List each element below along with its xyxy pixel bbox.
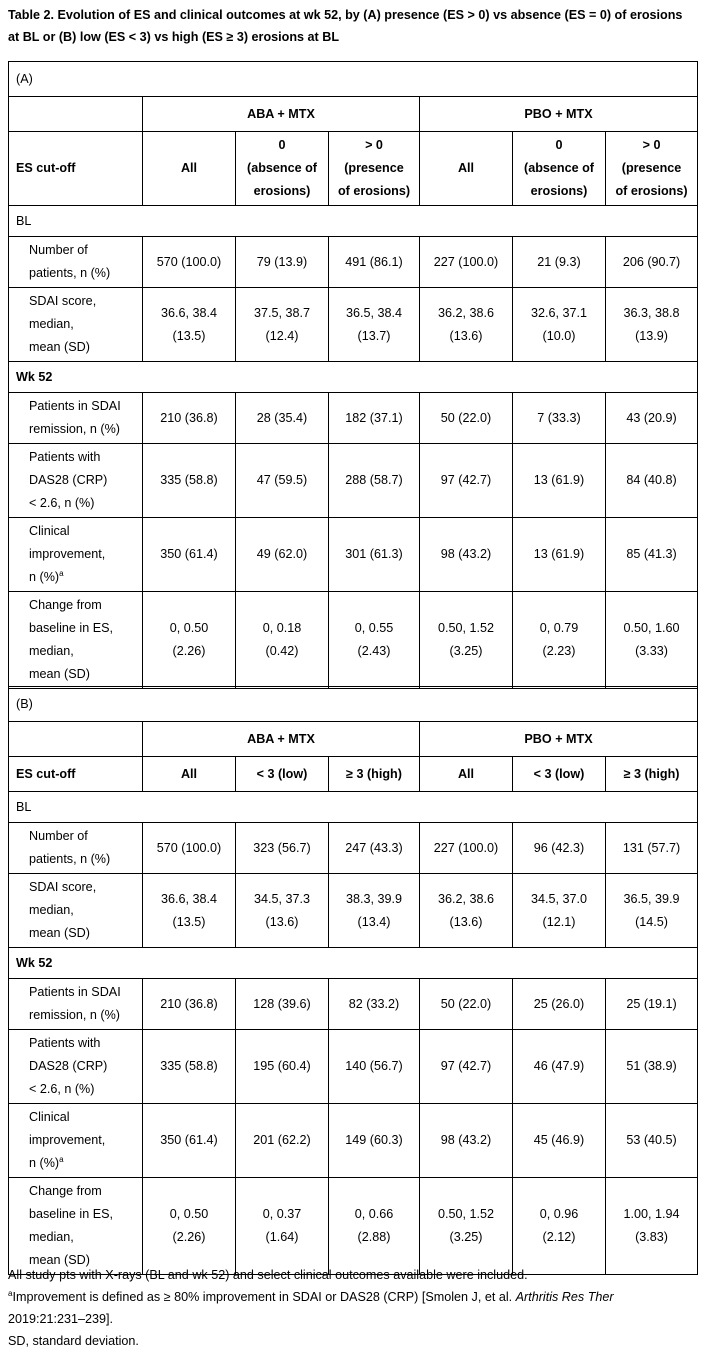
row-label: Change from baseline in ES, median, mean (SD) — [9, 592, 143, 689]
group-header: ABA + MTX — [143, 97, 420, 132]
section-label-bl: BL — [9, 792, 698, 823]
data-cell: 36.3, 38.8 (13.9) — [606, 288, 698, 362]
data-cell: 140 (56.7) — [329, 1030, 420, 1104]
data-cell: 323 (56.7) — [236, 823, 329, 874]
data-cell: 149 (60.3) — [329, 1104, 420, 1178]
data-cell: 49 (62.0) — [236, 518, 329, 592]
data-cell: 98 (43.2) — [420, 518, 513, 592]
data-cell: 84 (40.8) — [606, 444, 698, 518]
footnote-inclusion: All study pts with X-rays (BL and wk 52) and select clinical outcomes available were included. — [8, 1268, 528, 1282]
table-row — [9, 288, 698, 362]
data-cell: 37.5, 38.7 (12.4) — [236, 288, 329, 362]
empty-cell — [9, 97, 143, 132]
data-cell: 128 (39.6) — [236, 979, 329, 1030]
data-cell: 45 (46.9) — [513, 1104, 606, 1178]
row-label: SDAI score, median, mean (SD) — [9, 288, 143, 362]
table-row — [9, 1030, 698, 1104]
footnote-marker: a — [59, 568, 64, 578]
data-cell: 1.00, 1.94 (3.83) — [606, 1178, 698, 1275]
data-cell: 491 (86.1) — [329, 237, 420, 288]
group-header: PBO + MTX — [420, 97, 698, 132]
data-cell: 36.5, 39.9 (14.5) — [606, 874, 698, 948]
data-cell: 85 (41.3) — [606, 518, 698, 592]
table-row — [9, 874, 698, 948]
data-cell: 301 (61.3) — [329, 518, 420, 592]
data-cell: 13 (61.9) — [513, 518, 606, 592]
row-label: Change from baseline in ES, median, mean (SD) — [9, 1178, 143, 1275]
table-row — [9, 444, 698, 518]
data-cell: 195 (60.4) — [236, 1030, 329, 1104]
data-cell: 7 (33.3) — [513, 393, 606, 444]
data-cell: 570 (100.0) — [143, 237, 236, 288]
data-cell: 97 (42.7) — [420, 1030, 513, 1104]
table-row — [9, 237, 698, 288]
data-cell: 227 (100.0) — [420, 237, 513, 288]
table-label-row — [9, 62, 698, 97]
column-header: 0 (absence of erosions) — [236, 132, 329, 206]
table-row — [9, 592, 698, 689]
column-header: All — [143, 132, 236, 206]
row-label: Clinical improvement, n (%)$^a$ — [9, 518, 143, 592]
table-row — [9, 393, 698, 444]
group-header-row — [9, 722, 698, 757]
data-cell: 0, 0.37 (1.64) — [236, 1178, 329, 1275]
data-cell: 0, 0.18 (0.42) — [236, 592, 329, 689]
data-cell: 210 (36.8) — [143, 393, 236, 444]
data-cell: 182 (37.1) — [329, 393, 420, 444]
data-cell: 206 (90.7) — [606, 237, 698, 288]
data-cell: 0, 0.50 (2.26) — [143, 592, 236, 689]
es-cutoff-header: ES cut-off — [9, 757, 143, 792]
data-cell: 335 (58.8) — [143, 1030, 236, 1104]
footnote-abbreviation: SD, standard deviation. — [8, 1334, 139, 1348]
table-title: Table 2. Evolution of ES and clinical outcomes at wk 52, by (A) presence (ES > 0) vs absence (ES = 0) of erosions at BL or (B) low (ES < 3) vs high (ES ≥ 3) erosions at BL — [8, 8, 683, 44]
table-row — [9, 518, 698, 592]
data-cell: 98 (43.2) — [420, 1104, 513, 1178]
data-cell: 0.50, 1.52 (3.25) — [420, 1178, 513, 1275]
column-header: ≥ 3 (high) — [606, 757, 698, 792]
table-b — [8, 686, 698, 1275]
row-label: SDAI score, median, mean (SD) — [9, 874, 143, 948]
data-cell: 0, 0.55 (2.43) — [329, 592, 420, 689]
group-header: ABA + MTX — [143, 722, 420, 757]
data-cell: 96 (42.3) — [513, 823, 606, 874]
table-label-row — [9, 687, 698, 722]
row-label: Patients with DAS28 (CRP) < 2.6, n (%) — [9, 444, 143, 518]
data-cell: 210 (36.8) — [143, 979, 236, 1030]
row-label: Patients in SDAI remission, n (%) — [9, 979, 143, 1030]
section-row — [9, 362, 698, 393]
data-cell: 227 (100.0) — [420, 823, 513, 874]
column-header: < 3 (low) — [236, 757, 329, 792]
data-cell: 36.6, 38.4 (13.5) — [143, 874, 236, 948]
data-cell: 0, 0.50 (2.26) — [143, 1178, 236, 1275]
data-cell: 570 (100.0) — [143, 823, 236, 874]
data-cell: 82 (33.2) — [329, 979, 420, 1030]
data-cell: 43 (20.9) — [606, 393, 698, 444]
column-header: 0 (absence of erosions) — [513, 132, 606, 206]
data-cell: 51 (38.9) — [606, 1030, 698, 1104]
data-cell: 97 (42.7) — [420, 444, 513, 518]
column-header: > 0 (presence of erosions) — [329, 132, 420, 206]
data-cell: 21 (9.3) — [513, 237, 606, 288]
data-cell: 0, 0.66 (2.88) — [329, 1178, 420, 1275]
section-label-wk52: Wk 52 — [9, 362, 698, 393]
column-header-row — [9, 757, 698, 792]
data-cell: 50 (22.0) — [420, 393, 513, 444]
row-label: Clinical improvement, n (%)$^a$ — [9, 1104, 143, 1178]
column-header: > 0 (presence of erosions) — [606, 132, 698, 206]
data-cell: 0, 0.96 (2.12) — [513, 1178, 606, 1275]
row-label: Patients in SDAI remission, n (%) — [9, 393, 143, 444]
row-label: Number of patients, n (%) — [9, 237, 143, 288]
data-cell: 79 (13.9) — [236, 237, 329, 288]
empty-cell — [9, 722, 143, 757]
section-row — [9, 206, 698, 237]
data-cell: 13 (61.9) — [513, 444, 606, 518]
data-cell: 131 (57.7) — [606, 823, 698, 874]
data-cell: 0, 0.79 (2.23) — [513, 592, 606, 689]
data-cell: 28 (35.4) — [236, 393, 329, 444]
column-header: ≥ 3 (high) — [329, 757, 420, 792]
data-cell: 350 (61.4) — [143, 518, 236, 592]
column-header-row — [9, 132, 698, 206]
data-cell: 38.3, 39.9 (13.4) — [329, 874, 420, 948]
section-row — [9, 792, 698, 823]
table-a — [8, 61, 698, 689]
data-cell: 36.6, 38.4 (13.5) — [143, 288, 236, 362]
data-cell: 53 (40.5) — [606, 1104, 698, 1178]
data-cell: 47 (59.5) — [236, 444, 329, 518]
data-cell: 32.6, 37.1 (10.0) — [513, 288, 606, 362]
data-cell: 34.5, 37.3 (13.6) — [236, 874, 329, 948]
data-cell: 36.5, 38.4 (13.7) — [329, 288, 420, 362]
column-header: All — [143, 757, 236, 792]
data-cell: 0.50, 1.60 (3.33) — [606, 592, 698, 689]
data-cell: 0.50, 1.52 (3.25) — [420, 592, 513, 689]
table-row — [9, 823, 698, 874]
footnote-marker: a — [8, 1288, 13, 1298]
data-cell: 350 (61.4) — [143, 1104, 236, 1178]
data-cell: 46 (47.9) — [513, 1030, 606, 1104]
group-header-row — [9, 97, 698, 132]
row-label: Patients with DAS28 (CRP) < 2.6, n (%) — [9, 1030, 143, 1104]
table-row — [9, 1104, 698, 1178]
section-label-wk52: Wk 52 — [9, 948, 698, 979]
table-row — [9, 1178, 698, 1275]
data-cell: 36.2, 38.6 (13.6) — [420, 288, 513, 362]
column-header: < 3 (low) — [513, 757, 606, 792]
footnote-marker: a — [59, 1154, 64, 1164]
data-cell: 36.2, 38.6 (13.6) — [420, 874, 513, 948]
table-row — [9, 979, 698, 1030]
data-cell: 25 (19.1) — [606, 979, 698, 1030]
column-header: All — [420, 132, 513, 206]
footnotes — [8, 1264, 688, 1352]
section-label-bl: BL — [9, 206, 698, 237]
data-cell: 50 (22.0) — [420, 979, 513, 1030]
table-label: (A) — [9, 62, 698, 97]
data-cell: 25 (26.0) — [513, 979, 606, 1030]
column-header: All — [420, 757, 513, 792]
row-label: Number of patients, n (%) — [9, 823, 143, 874]
data-cell: 335 (58.8) — [143, 444, 236, 518]
data-cell: 34.5, 37.0 (12.1) — [513, 874, 606, 948]
data-cell: 288 (58.7) — [329, 444, 420, 518]
data-cell: 201 (62.2) — [236, 1104, 329, 1178]
data-cell: 247 (43.3) — [329, 823, 420, 874]
group-header: PBO + MTX — [420, 722, 698, 757]
table-label: (B) — [9, 687, 698, 722]
section-row — [9, 948, 698, 979]
es-cutoff-header: ES cut-off — [9, 132, 143, 206]
footnote-improvement: $^a$Improvement is defined as ≥ 80% improvement in SDAI or DAS28 (CRP) [Smolen J, et al. Arthritis Res Ther 2019:21:231–239]. — [8, 1288, 614, 1326]
